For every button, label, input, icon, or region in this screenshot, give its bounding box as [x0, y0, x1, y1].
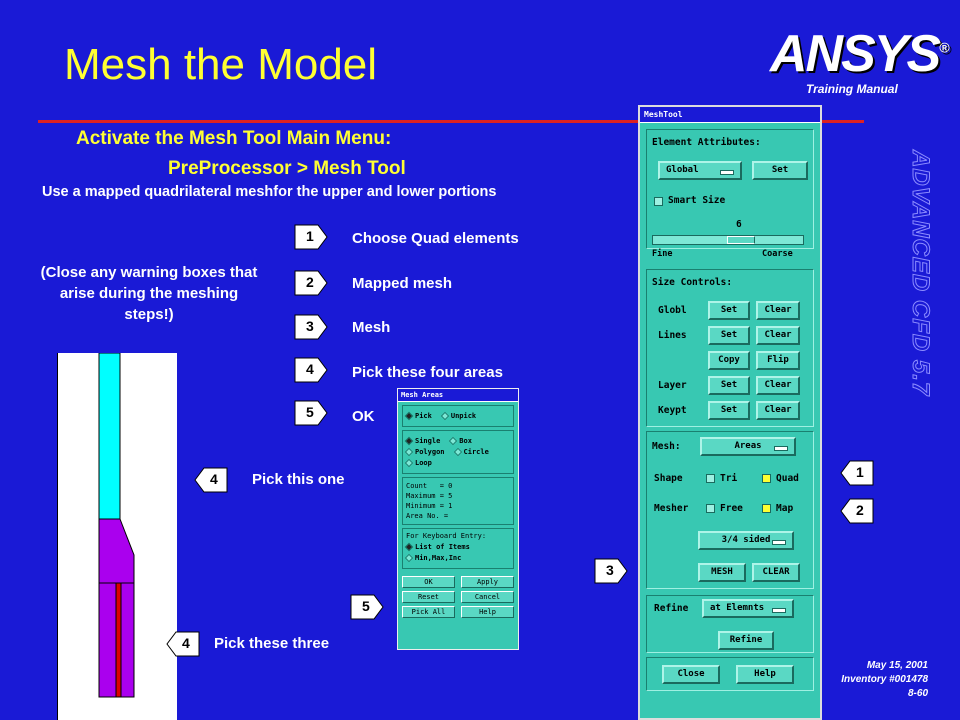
smart-size-checkbox[interactable]	[654, 197, 663, 206]
keyboard-entry-group	[402, 528, 514, 569]
minimum-value: 1	[448, 502, 453, 510]
lower-area-left[interactable]	[99, 583, 116, 697]
model-geometry	[57, 353, 177, 720]
single-radio[interactable]: Single	[406, 437, 440, 445]
pick-shape-group	[402, 430, 514, 474]
tri-checkbox[interactable]	[706, 474, 715, 483]
refine-button[interactable]: Refine	[718, 631, 774, 650]
sided-select[interactable]: 3/4 sided	[698, 531, 794, 550]
smart-size-slider[interactable]	[652, 235, 804, 245]
layer-label: Layer	[658, 380, 687, 391]
size-controls-label: Size Controls:	[652, 277, 733, 288]
footer-page: 8-60	[907, 688, 928, 699]
free-checkbox[interactable]	[706, 504, 715, 513]
smart-size-value: 6	[736, 219, 742, 230]
mesh-button[interactable]: MESH	[698, 563, 746, 582]
step-label-4: Pick these four areas	[352, 364, 503, 381]
keypt-clear-button[interactable]: Clear	[756, 401, 800, 420]
ansys-logo	[770, 24, 947, 84]
map-callout-badge	[840, 496, 874, 526]
quad-checkbox[interactable]	[762, 474, 771, 483]
step-number: 3	[306, 318, 314, 334]
pick-radio[interactable]: Pick	[406, 412, 432, 420]
step-badge-5	[294, 398, 328, 428]
step-badge-3	[294, 312, 328, 342]
pick-all-button[interactable]: Pick All	[402, 606, 455, 618]
globl-label: Globl	[658, 305, 687, 316]
step-number: 4	[306, 361, 314, 377]
reset-button[interactable]: Reset	[402, 591, 455, 603]
shape-label: Shape	[654, 473, 683, 484]
count-value: 0	[448, 482, 453, 490]
training-manual-label: Training Manual	[806, 82, 898, 96]
apply-button[interactable]: Apply	[461, 576, 514, 588]
pick-one-label: Pick this one	[252, 471, 345, 488]
globl-clear-button[interactable]: Clear	[756, 301, 800, 320]
quad-callout-number: 1	[856, 464, 864, 480]
side-brand: ADVANCED CFD 5.7	[907, 150, 934, 397]
keyboard-entry-label: For Keyboard Entry:	[406, 532, 487, 540]
step-label-2: Mapped mesh	[352, 275, 453, 292]
step-badge-4	[294, 355, 328, 385]
pick-three-badge	[166, 629, 200, 659]
refine-select[interactable]: at Elemnts	[702, 599, 794, 618]
mesh-areas-buttons	[398, 572, 518, 622]
refine-label: Refine	[654, 603, 689, 614]
step-badge-2	[294, 268, 328, 298]
pick-one-badge	[194, 465, 228, 495]
area-no-label: Area No.	[406, 512, 440, 520]
keypt-set-button[interactable]: Set	[708, 401, 750, 420]
registered-mark: ®	[939, 39, 948, 56]
pick-three-number: 4	[182, 635, 190, 651]
slider-thumb[interactable]	[727, 236, 755, 244]
ok-callout-number: 5	[362, 598, 370, 614]
lower-area-right[interactable]	[121, 583, 134, 697]
heading-menu-path: PreProcessor > Mesh Tool	[168, 158, 406, 179]
help-button[interactable]: Help	[461, 606, 514, 618]
mesher-label: Mesher	[654, 503, 689, 514]
circle-radio[interactable]: Circle	[455, 448, 489, 456]
upper-area-cyan[interactable]	[99, 353, 120, 519]
free-label: Free	[720, 503, 743, 514]
coarse-label: Coarse	[762, 249, 793, 259]
mesh-areas-title: Mesh Areas	[398, 389, 518, 402]
count-label: Count	[406, 482, 428, 490]
maximum-value: 5	[448, 492, 453, 500]
footer-date: May 15, 2001	[866, 660, 928, 671]
map-callout-number: 2	[856, 502, 864, 518]
mesh-label: Mesh:	[652, 441, 681, 452]
step-number: 5	[306, 404, 314, 420]
meshtool-panel	[638, 105, 822, 720]
mesh-callout-number: 3	[606, 562, 614, 578]
step-badge-1	[294, 222, 328, 252]
mesh-entity-select[interactable]: Areas	[700, 437, 796, 456]
attributes-select[interactable]: Global	[658, 161, 742, 180]
pick-mode-group	[402, 405, 514, 427]
help-button[interactable]: Help	[736, 665, 794, 684]
lines-clear-button[interactable]: Clear	[756, 326, 800, 345]
attributes-set-button[interactable]: Set	[752, 161, 808, 180]
pick-counts: Count = 0 Maximum = 5 Minimum = 1 Area No. =	[402, 477, 514, 525]
lines-label: Lines	[658, 330, 687, 341]
page-title: Mesh the Model	[64, 40, 378, 89]
list-items-radio[interactable]: List of Items	[406, 543, 470, 551]
box-radio[interactable]: Box	[450, 437, 472, 445]
quad-callout-badge	[840, 458, 874, 488]
logo-text: ANSYS	[770, 25, 940, 83]
close-button[interactable]: Close	[662, 665, 720, 684]
smart-size-label: Smart Size	[668, 195, 726, 206]
mesh-areas-dialog	[397, 388, 519, 650]
flip-button[interactable]: Flip	[756, 351, 800, 370]
unpick-radio[interactable]: Unpick	[442, 412, 476, 420]
loop-radio[interactable]: Loop	[406, 459, 432, 467]
pick-one-number: 4	[210, 471, 218, 487]
copy-button[interactable]: Copy	[708, 351, 750, 370]
ok-button[interactable]: OK	[402, 576, 455, 588]
mesh-callout-badge	[594, 556, 628, 586]
warning-note: (Close any warning boxes that arise during the meshing steps!)	[40, 264, 258, 323]
model-shapes	[58, 353, 178, 720]
footer-inventory: Inventory #001478	[841, 674, 928, 685]
step-label-5: OK	[352, 408, 375, 425]
fine-label: Fine	[652, 249, 673, 259]
step-label-3: Mesh	[352, 319, 391, 336]
globl-set-button[interactable]: Set	[708, 301, 750, 320]
map-checkbox[interactable]	[762, 504, 771, 513]
ok-callout-badge	[350, 592, 384, 622]
lines-set-button[interactable]: Set	[708, 326, 750, 345]
element-attributes-label: Element Attributes:	[652, 137, 761, 148]
meshtool-title: MeshTool	[640, 107, 820, 123]
clear-mesh-button[interactable]: CLEAR	[752, 563, 800, 582]
tri-label: Tri	[720, 473, 738, 484]
pick-three-label: Pick these three	[214, 635, 330, 652]
layer-set-button[interactable]: Set	[708, 376, 750, 395]
map-label: Map	[776, 503, 794, 514]
step-number: 2	[306, 274, 314, 290]
heading-activate: Activate the Mesh Tool Main Menu:	[76, 128, 392, 149]
cancel-button[interactable]: Cancel	[461, 591, 514, 603]
lower-area-red[interactable]	[116, 583, 121, 697]
layer-clear-button[interactable]: Clear	[756, 376, 800, 395]
transition-area[interactable]	[99, 519, 134, 583]
min-max-inc-radio[interactable]: Min,Max,Inc	[406, 554, 461, 562]
step-label-1: Choose Quad elements	[352, 230, 519, 247]
maximum-label: Maximum	[406, 492, 436, 500]
quad-label: Quad	[776, 473, 799, 484]
polygon-radio[interactable]: Polygon	[406, 448, 445, 456]
minimum-label: Minimum	[406, 502, 436, 510]
subheading: Use a mapped quadrilateral meshfor the upper and lower portions	[42, 184, 497, 200]
step-number: 1	[306, 228, 314, 244]
keypt-label: Keypt	[658, 405, 687, 416]
